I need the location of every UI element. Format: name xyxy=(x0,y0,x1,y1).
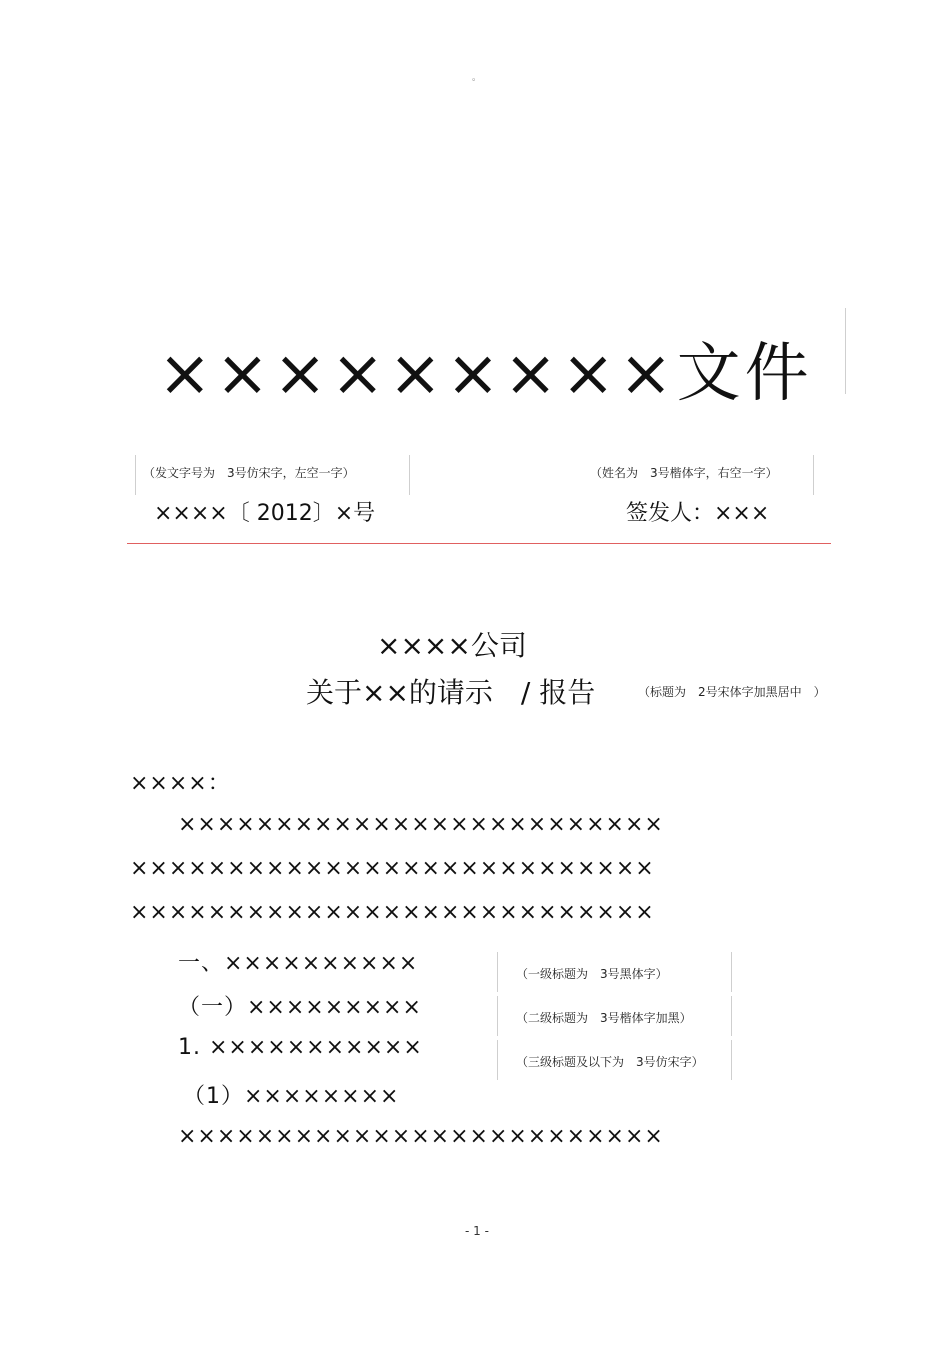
red-separator-line xyxy=(127,543,831,544)
issuer-note-border-right xyxy=(409,455,410,495)
heading-note-2: （二级标题为 3号楷体字加黑） xyxy=(516,1011,692,1025)
paragraph-line-1: ××××××××××××××××××××××××× xyxy=(178,812,664,837)
document-title: ×××××××××文件 xyxy=(158,337,813,411)
heading-note-1-box xyxy=(497,952,732,992)
paragraph-line-2: ××××××××××××××××××××××××××× xyxy=(130,856,655,881)
heading-level-1: 一、×××××××××× xyxy=(178,951,419,976)
body-last-line: ××××××××××××××××××××××××× xyxy=(178,1124,664,1149)
heading-level-3: 1. ××××××××××× xyxy=(178,1035,423,1060)
page-number: - 1 - xyxy=(465,1224,489,1238)
issuer-format-note: （发文字号为 3号仿宋字，左空一字） xyxy=(143,466,355,480)
subject-format-note: （标题为 2号宋体字加黑居中 ） xyxy=(638,685,826,699)
issuer-note-border-left xyxy=(135,455,136,495)
salutation: ××××： xyxy=(130,771,231,796)
title-divider-right xyxy=(845,308,846,394)
signer-format-note: （姓名为 3号楷体字，右空一字） xyxy=(590,466,778,480)
heading-level-2: （一）××××××××× xyxy=(178,995,422,1020)
heading-note-3: （三级标题及以下为 3号仿宋字） xyxy=(516,1055,704,1069)
subject-line-2: 关于××的请示 / 报告 xyxy=(306,676,596,709)
heading-level-4: （1）×××××××× xyxy=(183,1084,400,1109)
heading-note-1: （一级标题为 3号黑体字） xyxy=(516,967,668,981)
signer-note-border-right xyxy=(813,455,814,495)
signer-line: 签发人：××× xyxy=(626,501,770,526)
heading-note-2-box xyxy=(497,996,732,1036)
paragraph-line-3: ××××××××××××××××××××××××××× xyxy=(130,900,655,925)
document-number: ××××〔 2012〕×号 xyxy=(154,501,376,526)
top-mark: 。 xyxy=(472,73,482,83)
subject-line-1: ××××公司 xyxy=(377,629,527,662)
heading-note-3-box xyxy=(497,1040,732,1080)
